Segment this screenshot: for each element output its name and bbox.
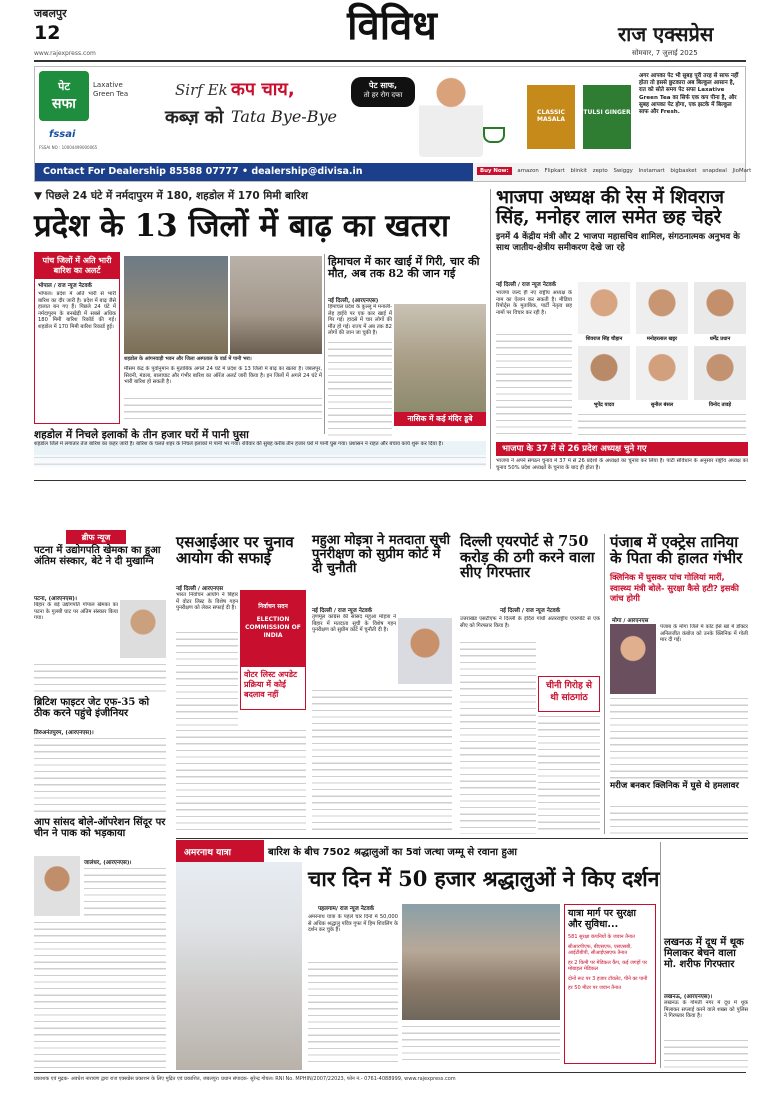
ad-slogan-b: कप चाय, — [231, 79, 295, 100]
s5-text: तृणमूल कांग्रेस की सांसद महुआ मोइत्रा ने बिहार में मतदाता सूची के विशेष गहन पुनरीक्षण को सुप्रीम कोर्ट में चुनौती दी है। — [312, 614, 396, 634]
section-rule-1 — [34, 480, 746, 481]
brief-photo-1 — [120, 600, 166, 658]
s9-headline: लखनऊ में दूध में थूक मिलाकर बेचने वाला मो. शरीफ गिरफ्तार — [664, 937, 744, 970]
s1-bottom: शहडोल जिले में लगातार तेज बारिश का कहर जारी है। बारिश के चलते शहर के निचले इलाकों में पानी भर गया। रविवार की सुबह करीब तीन हजार घरों में पानी घुस गया। प्रशासन ने राहत और बचाव कार्य शुरू कर दिया है। — [34, 441, 486, 467]
s2-photo — [394, 304, 486, 412]
amar-box — [564, 904, 656, 1064]
s3-leader-name-1: शिवराज सिंह चौहान — [585, 336, 623, 342]
brief-tag: ब्रीफ न्यूज — [66, 530, 126, 544]
col-divider-4 — [660, 842, 661, 1068]
s9-byline: लखनऊ, (आरएनएस)। — [664, 994, 713, 1000]
ad-cup-icon — [483, 127, 505, 143]
s6-text-more — [460, 640, 536, 834]
shop-snapdeal[interactable]: snapdeal — [702, 168, 727, 174]
amar-photo-crowd — [402, 904, 560, 1020]
ad-box-classic: CLASSIC MASALA — [527, 85, 575, 149]
s5-byline: नई दिल्ली / राज न्यूज नेटवर्क — [312, 608, 373, 614]
s5-text-more — [312, 688, 452, 834]
ad-bubble — [351, 77, 415, 107]
amar-point-2: सीआरपीएफ, बीएसएफ, एसएसबी, आईटीबीपी, सीआईएसएफ तैनात — [568, 943, 632, 956]
brief-t3 — [84, 866, 166, 916]
ad-side-text: अगर आपका पेट भी सुबह पूरी तरह से साफ नहीं होता तो इससे छुटकारा अब बिल्कुल आसान है, रात को सोते समय पेट सफा Laxative Green Tea का सिर्फ एक कप पीना है, और सुबह आपका पेट होगा, एक झटके में बिल्कुल साफ और Fresh. — [639, 73, 739, 116]
s2-text-more — [328, 340, 392, 438]
s7-headline: पंजाब में एक्ट्रेस तानिया के पिता की हालत गंभीर — [610, 533, 743, 568]
s6-text-right — [538, 714, 600, 834]
brief-t2 — [34, 736, 166, 814]
brief-h3: आप सांसद बोले-ऑपरेशन सिंदूर पर चीन ने पाक को भड़काया — [34, 817, 166, 839]
ad-buy-now[interactable]: Buy Now: — [477, 167, 512, 175]
s4-byline: नई दिल्ली / आरएनएस — [176, 586, 223, 592]
s5-photo — [398, 618, 452, 684]
ad-box-tulsi: TULSI GINGER — [583, 85, 631, 149]
s1-photo-1 — [124, 256, 228, 354]
issue-date: सोमवार, 7 जुलाई 2025 — [632, 49, 698, 57]
s4-callout: वोटर लिस्ट अपडेट प्रक्रिया में कोई बदलाव नहीं — [240, 666, 306, 710]
brief-h2: ब्रिटिश फाइटर जेट एफ-35 को ठीक करने पहुंचे इंजीनियर — [34, 697, 150, 719]
ad-shops-bar — [473, 163, 752, 181]
s5-headline: महुआ मोइत्रा ने मतदाता सूची पुनरीक्षण को सुप्रीम कोर्ट में दी चुनौती — [312, 533, 450, 577]
s9-text-more — [664, 1038, 748, 1068]
brief-b1: पटना, (आरएनएस)। — [34, 596, 77, 602]
brief-t1-more — [34, 662, 166, 694]
brief-h1: पटना में उद्योगपति खेमका का हुआ अंतिम संस्कार, बेटे ने दी मुखाग्नि — [34, 545, 161, 567]
amar-point-4: दोनों रूट पर 3 हजार टॉयलेट, पीने का पानी — [568, 975, 648, 982]
s2-headline: हिमाचल में कार खाई में गिरी, चार की मौत, अब तक 82 की जान गई — [328, 255, 480, 280]
ad-slogan-c: कब्ज़ को — [165, 107, 224, 128]
s1-photo-2 — [230, 256, 322, 354]
s4-text-bottom — [176, 728, 306, 834]
footer-rule — [34, 1072, 746, 1073]
ad-bubble-1: पेट साफ, — [368, 81, 398, 90]
brief-photo-3 — [34, 856, 80, 916]
brief-b2: तिरुअनंतपुरम, (आरएनएस)। — [34, 730, 94, 736]
s1-headline: प्रदेश के 13 जिलों में बाढ़ का खतरा — [34, 208, 450, 244]
s1-box — [34, 252, 120, 424]
s1-body-more — [124, 396, 322, 424]
s6-byline: नई दिल्ली / राज न्यूज नेटवर्क — [500, 608, 561, 614]
amar-point-3: हर 2 किमी पर मेडिकल कैंप, कई जगहों पर मोबाइल मेडिकल — [568, 959, 648, 972]
s1-caption: शहडोल के आंगनवाड़ी भवन और जिला अस्पताल के वार्ड में पानी भरा। — [124, 356, 252, 362]
s7-head2: मरीज बनकर क्लिनिक में घुसे थे हमलावर — [610, 781, 739, 791]
brief-t3-more — [34, 920, 166, 1068]
s1-body: मौसम केंद्र के पूर्वानुमान के मुताबिक अगले 24 घंटे में प्रदेश के 13 जिलों में बाढ़ का खतरा है। जबलपुर, सिवनी, मंडला, बालाघाट और गंभीर बारिश का ऑरेंज अलर्ट जारी किया है। इन जिलों में अगले 24 घंटे में भारी बारिश हो सकती है। — [124, 366, 322, 386]
site-url[interactable]: www.rajexpress.com — [34, 50, 96, 57]
s3-leader-photo-1 — [578, 282, 630, 334]
ad-slogan-d: Tata Bye-Bye — [231, 107, 337, 126]
s4-sign — [240, 590, 306, 666]
s7-photo — [610, 624, 656, 694]
shop-instamart[interactable]: Instamart — [638, 168, 665, 174]
ad-logo-line1: पेट — [58, 80, 70, 93]
shop-amazon[interactable]: amazon — [517, 168, 539, 174]
s4-text-more — [176, 630, 238, 726]
s3-leader-photo-4 — [578, 346, 630, 400]
col-divider-3 — [604, 534, 605, 834]
s9-text: लखनऊ के गोमती नगर में दूध में थूक मिलाकर सप्लाई करने वाले शख्स को पुलिस ने गिरफ्तार किया है। — [664, 1000, 748, 1020]
s3-leader-photo-3 — [694, 282, 746, 334]
s6-callout: चीनी गिरोह से थी सांठगांठ — [538, 676, 600, 712]
ad-fssai: fssai — [49, 129, 76, 140]
shop-blinkit[interactable]: blinkit — [570, 168, 588, 174]
ad-fssai-no: FSSAI NO : 10004499000065 — [39, 145, 98, 150]
s3-bar: भाजपा के 37 में से 26 प्रदेश अध्यक्ष चुने गए — [496, 442, 748, 456]
amar-point-5: हर 50 मीटर पर जवान तैनात — [568, 985, 622, 991]
amar-text: अमरनाथ यात्रा के पहले चार दिनों में 50,000 से अधिक श्रद्धालु पवित्र गुफा में हिम शिवलिंग के दर्शन कर चुके हैं। — [308, 914, 398, 934]
amar-point-1: 581 सुरक्षा कंपनियों के जवान तैनात — [568, 934, 635, 940]
s6-text: उत्तराखंड एसटीएफ ने दिल्ली के इंदिरा गांधी अंतरराष्ट्रीय एयरपोर्ट से एक सीए को गिरफ्तार किया है। — [460, 616, 600, 629]
s4-sign-2: ELECTION COMMISSION OF INDIA — [245, 616, 301, 639]
ad-model-photo — [419, 71, 483, 157]
amar-headline: चार दिन में 50 हजार श्रद्धालुओं ने किए दर्शन — [308, 866, 660, 891]
brief-b3: जालंधर, (आरएनएस)। — [84, 860, 132, 866]
s3-leader-name-6: विनोद तावड़े — [708, 402, 732, 408]
amar-text-right — [402, 1024, 560, 1064]
s3-bar-text: भाजपा ने अपने संगठन चुनाव में 37 में से 26 प्रदेशों के अध्यक्षों का चुनाव कर लिया है। पार्टी संविधान के अनुसार राष्ट्रीय अध्यक्ष का चुनाव 50% प्रदेश अध्यक्षों के चुनाव के बाद ही होता है। — [496, 458, 748, 471]
s3-leader-photo-2 — [636, 282, 688, 334]
col-divider — [324, 254, 325, 434]
s3-byline: नई दिल्ली / राज न्यूज नेटवर्क — [496, 282, 557, 288]
ad-logo — [39, 71, 89, 121]
s3-leader-name-2: मनोहरलाल खट्टर — [646, 336, 678, 342]
s1-box-head: पांच जिलों में अति भारी बारिश का अलर्ट — [35, 253, 119, 279]
shop-jiomart[interactable]: JioMart — [732, 168, 752, 174]
amar-text-more — [308, 960, 398, 1064]
amar-byline: पहलगाम/ राज न्यूज नेटवर्क — [318, 906, 375, 912]
s3-text-more — [496, 332, 572, 436]
s3-subhead: इनमें 4 केंद्रीय मंत्री और 2 भाजपा महासचिव शामिल, संगठनात्मक अनुभव के साथ जातीय-क्षेत्रीय समीकरण देखे जा रहे — [496, 232, 740, 253]
s2-text: हिमाचल प्रदेश के कुल्लू में मनाली-लेह हाईवे पर एक कार खाई में गिर गई। हादसे में चार लोगों की मौत हो गई। राज्य में अब तक 82 लोगों की जान जा चुकी है। — [328, 304, 392, 337]
ad-contact-bar: Contact For Dealership 85588 07777 • dealership@divisa.in — [35, 163, 473, 181]
shop-swiggy[interactable]: Swiggy — [613, 168, 633, 174]
amar-kicker: बारिश के बीच 7502 श्रद्धालुओं का 5वां जत्था जम्मू से रवाना हुआ — [268, 847, 518, 858]
s7-text-more — [610, 696, 748, 780]
s2-photo-caption: नासिक में कई मंदिर डूबे — [394, 412, 486, 426]
s3-leader-name-3: धर्मेंद्र प्रधान — [709, 336, 731, 342]
s2-byline: नई दिल्ली, (आरएनएस) — [328, 298, 379, 304]
page-number: 12 — [34, 22, 61, 44]
amar-photo-main — [176, 862, 302, 1070]
s4-sign-1: निर्वाचन सदन — [258, 603, 288, 610]
section-rule-2 — [176, 838, 748, 839]
amar-tag: अमरनाथ यात्रा — [176, 840, 264, 862]
col-divider-2 — [490, 189, 491, 469]
s1-kicker-text: पिछले 24 घंटे में नर्मदापुरम में 180, शहडोल में 170 मिमी बारिश — [45, 190, 308, 202]
ad-brand-sub: Laxative Green Tea — [93, 81, 129, 98]
s7-byline: मोगा / आरएनएस — [612, 618, 649, 624]
shop-flipkart[interactable]: Flipkart — [544, 168, 565, 174]
s3-leader-photo-6 — [694, 346, 746, 400]
s3-leader-name-5: सुनील बंसल — [650, 402, 674, 408]
amar-box-head: यात्रा मार्ग पर सुरक्षा और सुविधा... — [568, 908, 636, 930]
shop-bigbasket[interactable]: bigbasket — [670, 168, 697, 174]
s7-text-bottom — [610, 804, 748, 834]
city-name: जबलपुर — [34, 7, 67, 20]
s3-headline: भाजपा अध्यक्ष की रेस में शिवराज सिंह, मनोहर लाल समेत छह चेहरे — [496, 187, 724, 228]
s1-box-byline: भोपाल / राज न्यूज नेटवर्क — [38, 283, 92, 289]
masthead-rule — [34, 60, 746, 62]
footer-imprint: प्रकाशक एवं मुद्रक- अवधेश नारायण द्वारा राज एक्सप्रेस प्रकाशन के लिए मुद्रित एवं प्रकाशित, जबलपुर। प्रधान संपादक- सुरेन्द्र गोयल। RNI No. MPHIN/2007/22023, फोन नं.- 0761-4088999, www.rajexpress.com — [34, 1076, 456, 1082]
ad-logo-line2: सफा — [52, 96, 76, 112]
s3-leader-name-4: भूपेंद्र यादव — [593, 402, 615, 408]
s3-leader-photo-5 — [636, 346, 688, 400]
s7-subhead: क्लिनिक में घुसकर पांच गोलियां मारीं, स्वास्थ्य मंत्री बोले- सुरक्षा कैसे हटी? इसकी जांच होगी — [610, 572, 739, 603]
s4-headline: एसआईआर पर चुनाव आयोग की सफाई — [176, 533, 294, 568]
paper-name: राज एक्सप्रेस — [618, 22, 714, 46]
brief-t1: बिहार के बड़े उद्योगपति गोपाल खेमका का पटना के गुलबी घाट पर अंतिम संस्कार किया गया। — [34, 602, 118, 622]
ad-bubble-2: तो हर रोग दफा — [363, 91, 403, 99]
s1-bottom-more — [34, 455, 486, 467]
s4-text: भारत निर्वाचन आयोग ने बिहार में वोटर लिस्ट के विशेष गहन पुनरीक्षण को लेकर सफाई दी है। — [176, 592, 238, 612]
s1-kicker: ▼ पिछले 24 घंटे में नर्मदापुरम में 180, शहडोल में 170 मिमी बारिश — [34, 190, 308, 202]
section-title: विविध — [347, 2, 437, 49]
s1-subhead: शहडोल में निचले इलाकों के तीन हजार घरों में पानी घुसा — [34, 429, 249, 441]
ad-banner[interactable] — [34, 66, 752, 182]
s3-right-text — [578, 412, 746, 438]
shop-zepto[interactable]: zepto — [592, 168, 608, 174]
ad-slogan-a: Sirf Ek — [175, 81, 228, 99]
s6-headline: दिल्ली एयरपोर्ट से 750 करोड़ की ठगी करने वाला सीए गिरफ्तार — [460, 533, 595, 582]
s1-box-text: भोपाल। प्रदेश में अति भारी से भारी बारिश का दौर जारी है। प्रदेश में बाढ़ जैसे हालात बन गए हैं। पिछले 24 घंटे में नर्मदापुरम के बनखेड़ी में सबसे अधिक 180 मिमी बारिश रिकॉर्ड की गई। शहडोल में 170 मिमी बारिश रिकार्ड हुई। — [38, 291, 116, 330]
s3-text: भाजपा जल्द ही नए राष्ट्रीय अध्यक्ष के नाम का ऐलान कर सकती है। मीडिया रिपोर्ट्स के मुताबिक, पार्टी नेतृत्व छह नामों पर विचार कर रही है। — [496, 290, 572, 316]
s7-text: पंजाब के मोगा जिले में कोट ईसे खां में डॉक्टर अनिलजीत कंबोज को उनके क्लिनिक में गोली मार दी गई। — [660, 624, 748, 644]
